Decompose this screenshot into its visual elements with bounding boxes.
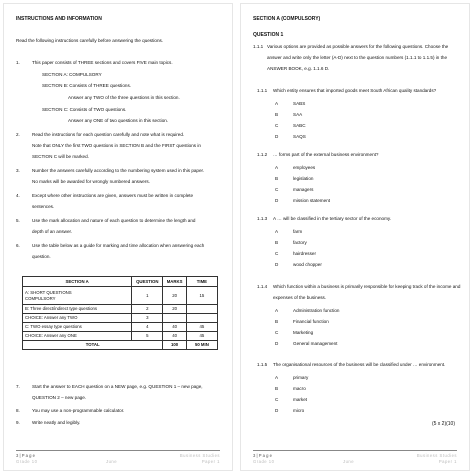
option-letter: B [275,112,279,117]
instruction-number: 6. [16,243,20,248]
table-total-row [23,341,218,350]
option-text: SAQS [293,134,306,139]
instruction-line: Note that ONLY the first TWO questions in SECTION B and the FIRST questions in [32,143,201,148]
left-page [3,3,233,471]
instruction-number: 5. [16,218,20,223]
table-cell [163,314,186,323]
instruction-line: No marks will be awarded for wrongly numbered answers. [32,179,150,184]
table-cell: 2 [132,305,163,314]
section-heading: SECTION A (COMPULSORY) [253,16,321,22]
instruction-line: Except where other instructions are given, answers must be written in complete [32,193,194,198]
option-text: market [293,397,308,402]
table-cell: CHOICE: Answer any ONE [23,332,132,341]
subquestion-text: A … will be classified in the tertiary sector of the economy. [273,216,392,221]
footer-month: June [343,459,355,464]
table-cell: 20 [163,287,186,305]
page-footer [253,450,457,464]
subquestion-number: 1.1.4 [257,284,268,289]
option-text: farm [293,229,303,234]
option-letter: A [275,165,279,170]
option-letter: D [275,134,279,139]
option-text: SABC [293,123,306,128]
option-text: Administration function [293,308,340,313]
instruction-number: 4. [16,193,20,198]
option-letter: D [275,262,279,267]
option-text: employees [293,165,316,170]
question-line: answer and write only the letter (A-D) next to the question numbers (1.1.1 to 1.1.5) in the [267,55,448,60]
instruction-line: SECTION A: COMPULSORY [42,72,102,77]
option-text: hairdresser [293,251,316,256]
table-header-cell: TIME [186,277,217,287]
instruction-line: QUESTION 2 – new page. [32,395,87,400]
option-letter: C [275,330,279,335]
table-cell: 45 [186,332,217,341]
instruction-line: You may use a non-programmable calculator. [32,408,125,413]
table-cell: 20 [163,305,186,314]
table-cell: 40 [163,332,186,341]
table-cell: 1 [132,287,163,305]
mark-allocation-table [22,276,218,350]
option-letter: C [275,187,279,192]
instruction-line: Answer any TWO of the three questions in this section. [68,95,180,100]
instruction-line: Use the mark allocation and nature of each question to determine the length and [32,218,196,223]
option-text: SAA [293,112,303,117]
subquestion-number: 1.1.2 [257,152,268,157]
option-letter: B [275,319,279,324]
table-cell [186,305,217,314]
option-letter: D [275,198,279,203]
page-footer [16,450,220,464]
instruction-number: 9. [16,420,20,425]
instructions-heading: INSTRUCTIONS AND INFORMATION [16,16,102,22]
total-time: 50 MIN [186,341,217,350]
table-row [23,332,218,341]
right-page [240,3,470,471]
option-text: macro [293,386,306,391]
footer-subject: Business Studies [416,453,457,458]
table-cell: 5 [132,332,163,341]
option-letter: A [275,101,279,106]
footer-subject: Business Studies [179,453,220,458]
table-cell: 4 [132,323,163,332]
option-text: micro [293,408,305,413]
question-line: Various options are provided as possible answers for the following questions. Choose the [267,44,449,49]
marks-total: (5 x 2)(10) [431,421,455,427]
instruction-number: 8. [16,408,20,413]
footer-month: June [106,459,118,464]
page-number: 3 | P a g e [253,453,272,458]
table-row [23,314,218,323]
option-letter: A [275,308,279,313]
option-text: mission statement [293,198,331,203]
footer-paper: Paper 1 [201,459,220,464]
option-letter: C [275,251,279,256]
question-line: ANSWER BOOK, e.g. 1.1.6 D. [267,66,330,71]
footer-paper: Paper 1 [438,459,457,464]
table-cell [186,314,217,323]
subquestion-number: 1.1.1 [257,88,268,93]
table-cell: 40 [163,323,186,332]
instruction-line: SECTION C: Consists of TWO questions. [42,107,127,112]
table-cell: 3 [132,314,163,323]
instruction-line: Use the table below as a guide for marking and time allocation when answering each [32,243,205,248]
instruction-number: 3. [16,168,20,173]
option-letter: C [275,397,279,402]
subquestion-text: The organisational resources of the business will be classified under … environment. [273,362,446,367]
page-number: 3 | P a g e [16,453,35,458]
option-letter: B [275,176,279,181]
intro-text: Read the following instructions carefully before answering the questions. [16,38,164,43]
footer-grade: Grade 10 [253,459,275,464]
option-letter: A [275,375,279,380]
instruction-line: Write neatly and legibly. [32,420,81,425]
option-letter: A [275,229,279,234]
instruction-line: depth of an answer. [32,229,73,234]
table-cell: 45 [186,323,217,332]
subquestion-number: 1.1.3 [257,216,268,221]
table-cell: B: Three direct/indirect type questions [23,305,132,314]
option-letter: C [275,123,279,128]
option-text: SABS [293,101,306,106]
instruction-line: Answer any ONE of two questions in this section. [68,118,169,123]
instruction-line: Number the answers carefully according to the numbering system used in this paper. [32,168,205,173]
cell-text: COMPULSORY [25,295,56,301]
subquestion-text: expenses of the business. [273,295,327,300]
subquestion-text: … forms part of the external business environment? [273,152,379,157]
table-header-cell: SECTION A [23,277,132,287]
option-text: Marketing [293,330,314,335]
instruction-line: question. [32,254,51,259]
table-row [23,323,218,332]
instruction-number: 2. [16,132,20,137]
total-label: TOTAL [23,341,163,350]
instruction-line: Start the answer to EACH question on a NEW page, e.g. QUESTION 1 – new page, [32,384,203,389]
subquestion-text: Which function within a business is primarily responsible for keeping track of the income and [273,284,461,289]
footer-grade: Grade 10 [16,459,38,464]
option-text: wood chopper [293,262,322,267]
option-text: General management [293,341,338,346]
instruction-line: Read the instructions for each question carefully and note what is required. [32,132,185,137]
table-row [23,287,218,305]
option-text: factory [293,240,307,245]
subquestion-text: Which entity ensures that imported goods meet South African quality standards? [273,88,437,93]
cell-text: A: SHORT QUESTIONS [25,290,72,296]
option-text: legislation [293,176,314,181]
option-letter: B [275,386,279,391]
total-marks: 100 [163,341,186,350]
table-row [23,305,218,314]
table-cell: CHOICE: Answer any TWO [23,314,132,323]
option-letter: D [275,408,279,413]
table-header-cell: QUESTION [132,277,163,287]
table-header-cell: MARKS [163,277,186,287]
subquestion-number: 1.1.5 [257,362,268,367]
instruction-number: 1. [16,60,20,65]
instruction-line: SECTION C will be marked. [32,154,89,159]
option-text: managers [293,187,314,192]
instruction-line: sentences. [32,204,55,209]
table-cell [23,287,132,305]
option-text: primary [293,375,309,380]
instruction-line: This paper consists of THREE sections and covers FIVE main topics. [32,60,173,65]
table-cell: 15 [186,287,217,305]
question-heading: QUESTION 1 [253,32,284,38]
table-cell: C: TWO essay type questions [23,323,132,332]
instruction-number: 7. [16,384,20,389]
table-header-row [23,277,218,287]
option-text: Financial function [293,319,329,324]
instruction-line: SECTION B: Consists of THREE questions. [42,83,132,88]
question-number: 1.1.1 [253,44,264,49]
option-letter: D [275,341,279,346]
option-letter: B [275,240,279,245]
